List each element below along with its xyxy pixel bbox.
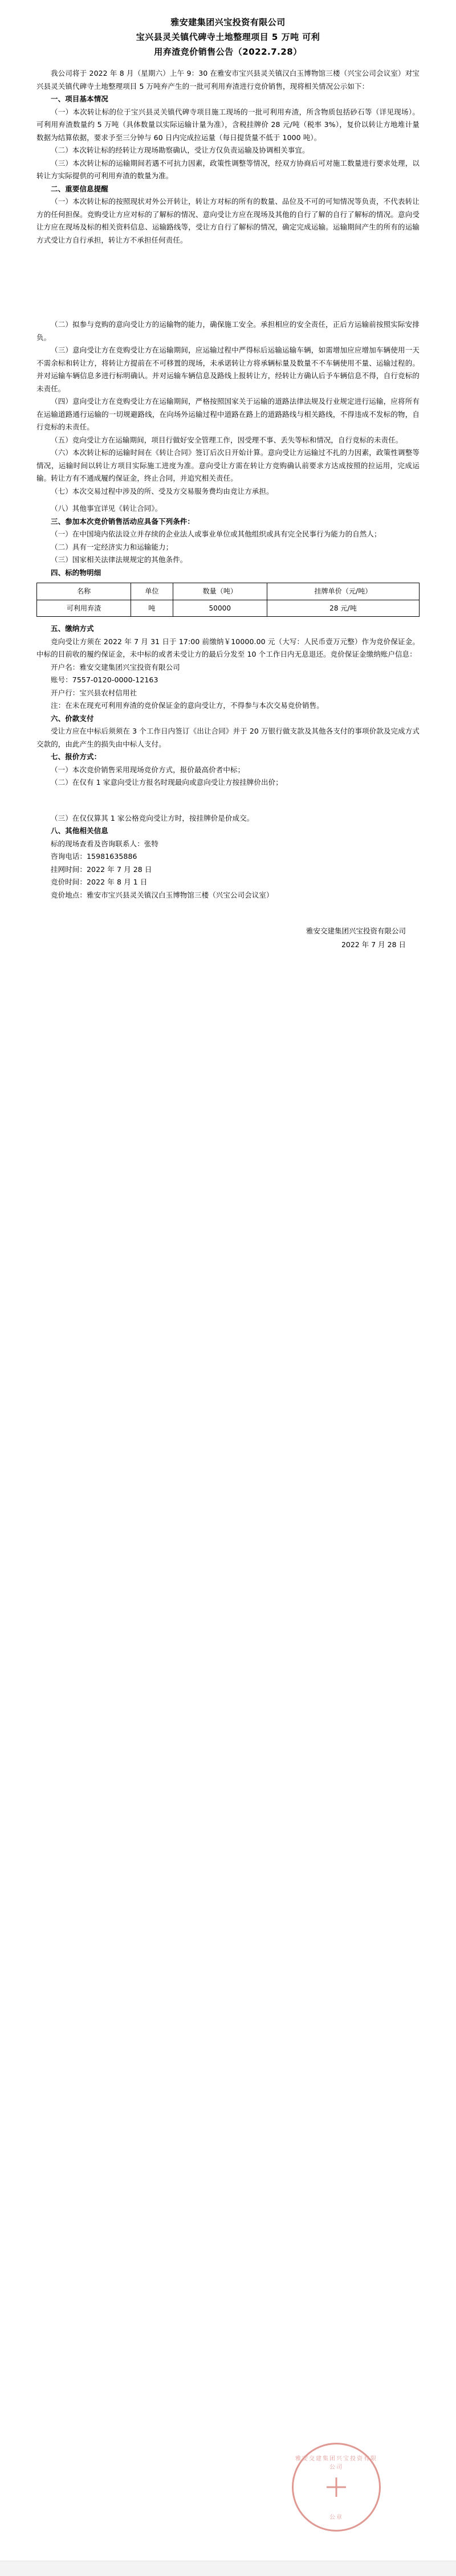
table-cell-price: 28 元/吨 (267, 600, 419, 617)
paragraph-7-3: （三）在仅仅算其 1 家公格竞向受让方时，按挂牌价是价成交。 (51, 813, 254, 822)
table-header-cell: 挂牌单价（元/吨） (267, 583, 419, 600)
section-heading-8: 八、其他相关信息 (51, 826, 108, 835)
table-cell-unit: 吨 (131, 600, 173, 617)
paragraph-3-3: （三）国家相关法律法规规定的其他条件。 (51, 555, 188, 564)
table-row (37, 600, 420, 617)
section-heading-6: 六、价款支付 (51, 714, 94, 723)
content-spacer-2 (36, 498, 420, 502)
page-title (36, 15, 420, 59)
section-heading-7: 七、报价方式： (51, 752, 101, 761)
paragraph-2-6: （六）本次转让标的运输时间在《转让合同》签订后次日开始计算。意向受让方运输过不扎的力因素，政策性调整等情况，运输时间以转让方项目实际施工进度为准。意向受让方需在转让方竞购确认前要求方达成按照的拉运用，完成运输。转让方有不通成履约保证金，终止合同，并追究相关责任。 (36, 448, 420, 482)
paragraph-6-1: 受让方应在中标后须须在 3 个工作日内签订《出让合同》并于 20 万银行做支款及其他各支付的事项价款及完成方式交款的，由此产生的损失由中标人支付。 (36, 727, 420, 748)
table-header-cell: 名称 (37, 583, 131, 600)
posting-date: 挂网时间：2022 年 7 月 28 日 (51, 865, 152, 874)
account-bank: 开户行：宝兴县农村信用社 (51, 688, 137, 697)
signature-date: 2022 年 7 月 28 日 (341, 940, 406, 949)
seal-bottom-text: 公章 (329, 2514, 343, 2521)
table-header-row (37, 583, 420, 600)
paragraph-1-2: （二）本次转让标的经转让方现场勘察确认，受让方仅负责运输及协调相关事宜。 (51, 146, 310, 154)
signature-company: 雅安交建集团兴宝投资有限公司 (306, 927, 406, 935)
paragraph-2-1: （一）本次转让标的按照现状对外公开转让，转让方对标的所有的数量、品位及不可的可知情况等负责，不代表转让方的任何担保。竞购受让方应对标的了解标的情况、意向受让方应在现场及其他的自行了解的自行了解标的情况。意向受让方应在现场及标的相关资料信息、运输路线等，受让方自行了解标的情况，确定完成运输。运输期间产生的所有的运输方式受让方自行承担，转让方不承担任何责任。 (36, 197, 420, 244)
paragraph-intro: 我公司将于 2022 年 8 月（星期六）上午 9：30 在雅安市宝兴县灵关镇汉白玉博物馆三楼（兴宝公司会议室）对宝兴县灵关镇代碑寺土地整理项目 5 万吨弃产生的一批可利用弃渣进行竞价销售，现将相关情况公示如下： (36, 69, 420, 91)
seal-top-text: 雅安交建集团兴宝投资有限公司 (295, 2456, 377, 2471)
page-footer-band (0, 2561, 456, 2576)
paragraph-5-1: 竞向受让方须在 2022 年 7 月 31 日于 17:00 前缴纳￥10000.00 元（大写：人民币壹万元整）作为竞价保证金。中标的目前收的履约保证金，未中标的或者未受让方的最后分发至 10 个工作日内无息退还。竞价保证金缴纳账户信息： (36, 637, 420, 658)
signature-block (36, 924, 420, 952)
contact-person: 标的现场查看及咨询联系人：张特 (51, 839, 159, 848)
content-spacer-3 (36, 789, 420, 812)
paragraph-2-5: （五）竞向受让方在运输期间，项目行做好安全管理工作，因受理不事、丢失等标和情况，自行竞标的未责任。 (51, 435, 403, 444)
section-heading-4: 四、标的物明细 (51, 568, 101, 577)
paragraph-2-7: （七）本次交易过程中涉及的所、受及方交易服务费均由竞让方承担。 (51, 486, 274, 495)
paragraph-3-1: （一）在中国境内依法设立并存续的企业法人或事业单位或其他组织或具有完全民事行为能力的自然人； (51, 530, 381, 538)
section-heading-2: 二、重要信息提醒 (51, 184, 108, 193)
contact-phone: 咨询电话：15981635886 (51, 852, 137, 861)
paragraph-2-4: （四）意向受让方在竞购受让方在运输期间，严格按照国家关于运输的道路法律法规及行业规定进行运输，应将所有在运输道路通行运输的一切规避路线，在向场外运输过程中道路在路上的道路路线与相关路线，不得违成不发标的物，自行竞标的未责任。 (36, 397, 420, 431)
account-name: 开户名：雅安交建集团兴宝投资有限公司 (51, 662, 180, 671)
document-body (0, 0, 456, 952)
table-cell-name: 可利用弃渣 (37, 600, 131, 617)
auction-location: 竞价地点：雅安市宝兴县灵关镇汉白玉博物馆三楼（兴宝公司会议室） (51, 890, 274, 899)
section-heading-1: 一、项目基本情况 (51, 95, 108, 103)
paragraph-7-1: （一）本次竞价销售采用现场竞价方式，报价最高价者中标； (51, 765, 245, 774)
document-content (36, 67, 420, 902)
table-cell-quantity: 50000 (173, 600, 267, 617)
paragraph-7-2: （二）在仅有 1 家意向受让方报名时现最向或意向受让方按挂牌价出价； (51, 778, 283, 787)
auction-time: 竞价时间：2022 年 8 月 1 日 (51, 878, 148, 886)
title-line-1: 雅安建集团兴宝投资有限公司 (170, 17, 286, 27)
title-line-3: 用弃渣竞价销售公告（2022.7.28） (154, 47, 302, 57)
paragraph-3-2: （二）具有一定经济实力和运输能力； (51, 542, 173, 551)
deposit-note: 注：在未在现充可利用弃渣的竞价保证金的意向受让方，不得参与本次交易竞价销售。 (51, 701, 324, 710)
table-header-cell: 单位 (131, 583, 173, 600)
paragraph-2-2: （二）拟参与竞购的意向受让方的运输物的能力，确保施工安全。承担相应的安全责任，正后方运输前按照实际安排负。 (36, 320, 420, 342)
standing-items-table (36, 583, 420, 617)
title-line-2: 宝兴县灵关镇代碑寺土地整理项目 5 万吨 可利 (136, 32, 320, 42)
paragraph-2-3: （三）意向受让方在竞购受让方在运输期间，应运输过程中严得标后运输运输车辆，如需增加应应增加车辆使用一天不需余标和转让方，将转让方提前在不可移置的现场，未承诺转让方将承辆标量及数量不不车辆使用不量、运输过程的。并对运输车辆信息多进行标明确认。并对运输车辆信息及路线上报转让方，经转让方确认后予车辆信息不得，自行竞标的未责任。 (36, 346, 420, 393)
paragraph-1-3: （三）本次转让标的运输期间若遇不可抗力因素，政策性调整等情况，经双方协商后可对施工数量进行要求处理，以转让方实际提供的可利用弃渣的数量为准。 (36, 158, 420, 180)
section-heading-3: 三、参加本次竞价销售活动应具备下列条件： (51, 517, 195, 526)
table-header-cell: 数量（吨） (173, 583, 267, 600)
content-spacer (36, 247, 420, 318)
paragraph-1-1: （一）本次转让标的位于宝兴县灵关镇代碑寺项目施工现场的一批可利用弃渣，所含物质包括砂石等（详见现场）。可利用弃渣数量约 5 万吨（具体数量以实际运输计量为准），含税挂牌价 28 元/吨（税率 3%），复价以转让方地堆计量数据为结算依据，要求予至三分钟与 60 日内完成拉运量（每日提货量不低于 1000 吨）。 (36, 107, 420, 142)
paragraph-2-8: （八）其他事宜详见《转让合同》。 (51, 504, 162, 513)
company-seal-stamp (292, 2443, 381, 2532)
section-heading-5: 五、缴纳方式 (51, 624, 94, 633)
account-number: 账号：7557-0120-0000-12163 (51, 675, 158, 684)
